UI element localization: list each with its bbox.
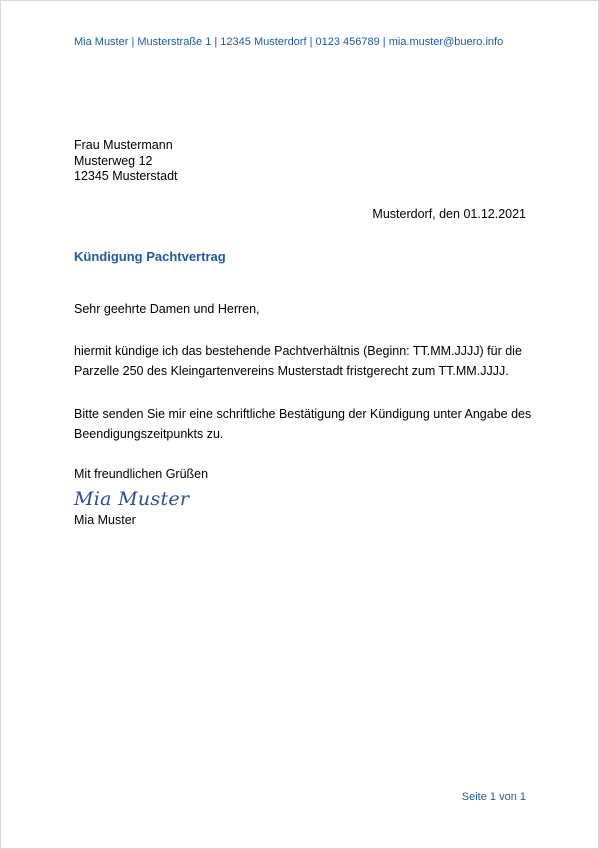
closing-phrase: Mit freundlichen Grüßen [74, 467, 209, 481]
letter-subject: Kündigung Pachtvertrag [74, 249, 226, 264]
signer-name: Mia Muster [74, 513, 136, 527]
recipient-street: Musterweg 12 [74, 153, 153, 168]
recipient-address [74, 138, 178, 185]
body-paragraph-1 [74, 341, 522, 381]
body-paragraph-2 [74, 404, 531, 444]
recipient-name: Frau Mustermann [74, 138, 173, 152]
recipient-city: 12345 Musterstadt [74, 169, 178, 183]
sender-address-line: Mia Muster | Musterstraße 1 | 12345 Musterdorf | 0123 456789 | mia.muster@buero.info [74, 36, 504, 48]
page-number: Seite 1 von 1 [461, 791, 526, 803]
salutation: Sehr geehrte Damen und Herren, [74, 302, 260, 316]
handwritten-signature: Mia Muster [74, 488, 190, 510]
letter-date: Musterdorf, den 01.12.2021 [372, 207, 526, 221]
body-paragraph-1-line-1: hiermit kündige ich das bestehende Pachtverhältnis (Beginn: TT.MM.JJJJ) für die [74, 344, 522, 358]
body-paragraph-2-line-1: Bitte senden Sie mir eine schriftliche Bestätigung der Kündigung unter Angabe des [74, 407, 532, 421]
body-paragraph-1-line-2: Parzelle 250 des Kleingartenvereins Musterstadt fristgerecht zum TT.MM.JJJJ. [74, 364, 509, 378]
body-paragraph-2-line-2: Beendigungszeitpunkts zu. [74, 427, 224, 441]
